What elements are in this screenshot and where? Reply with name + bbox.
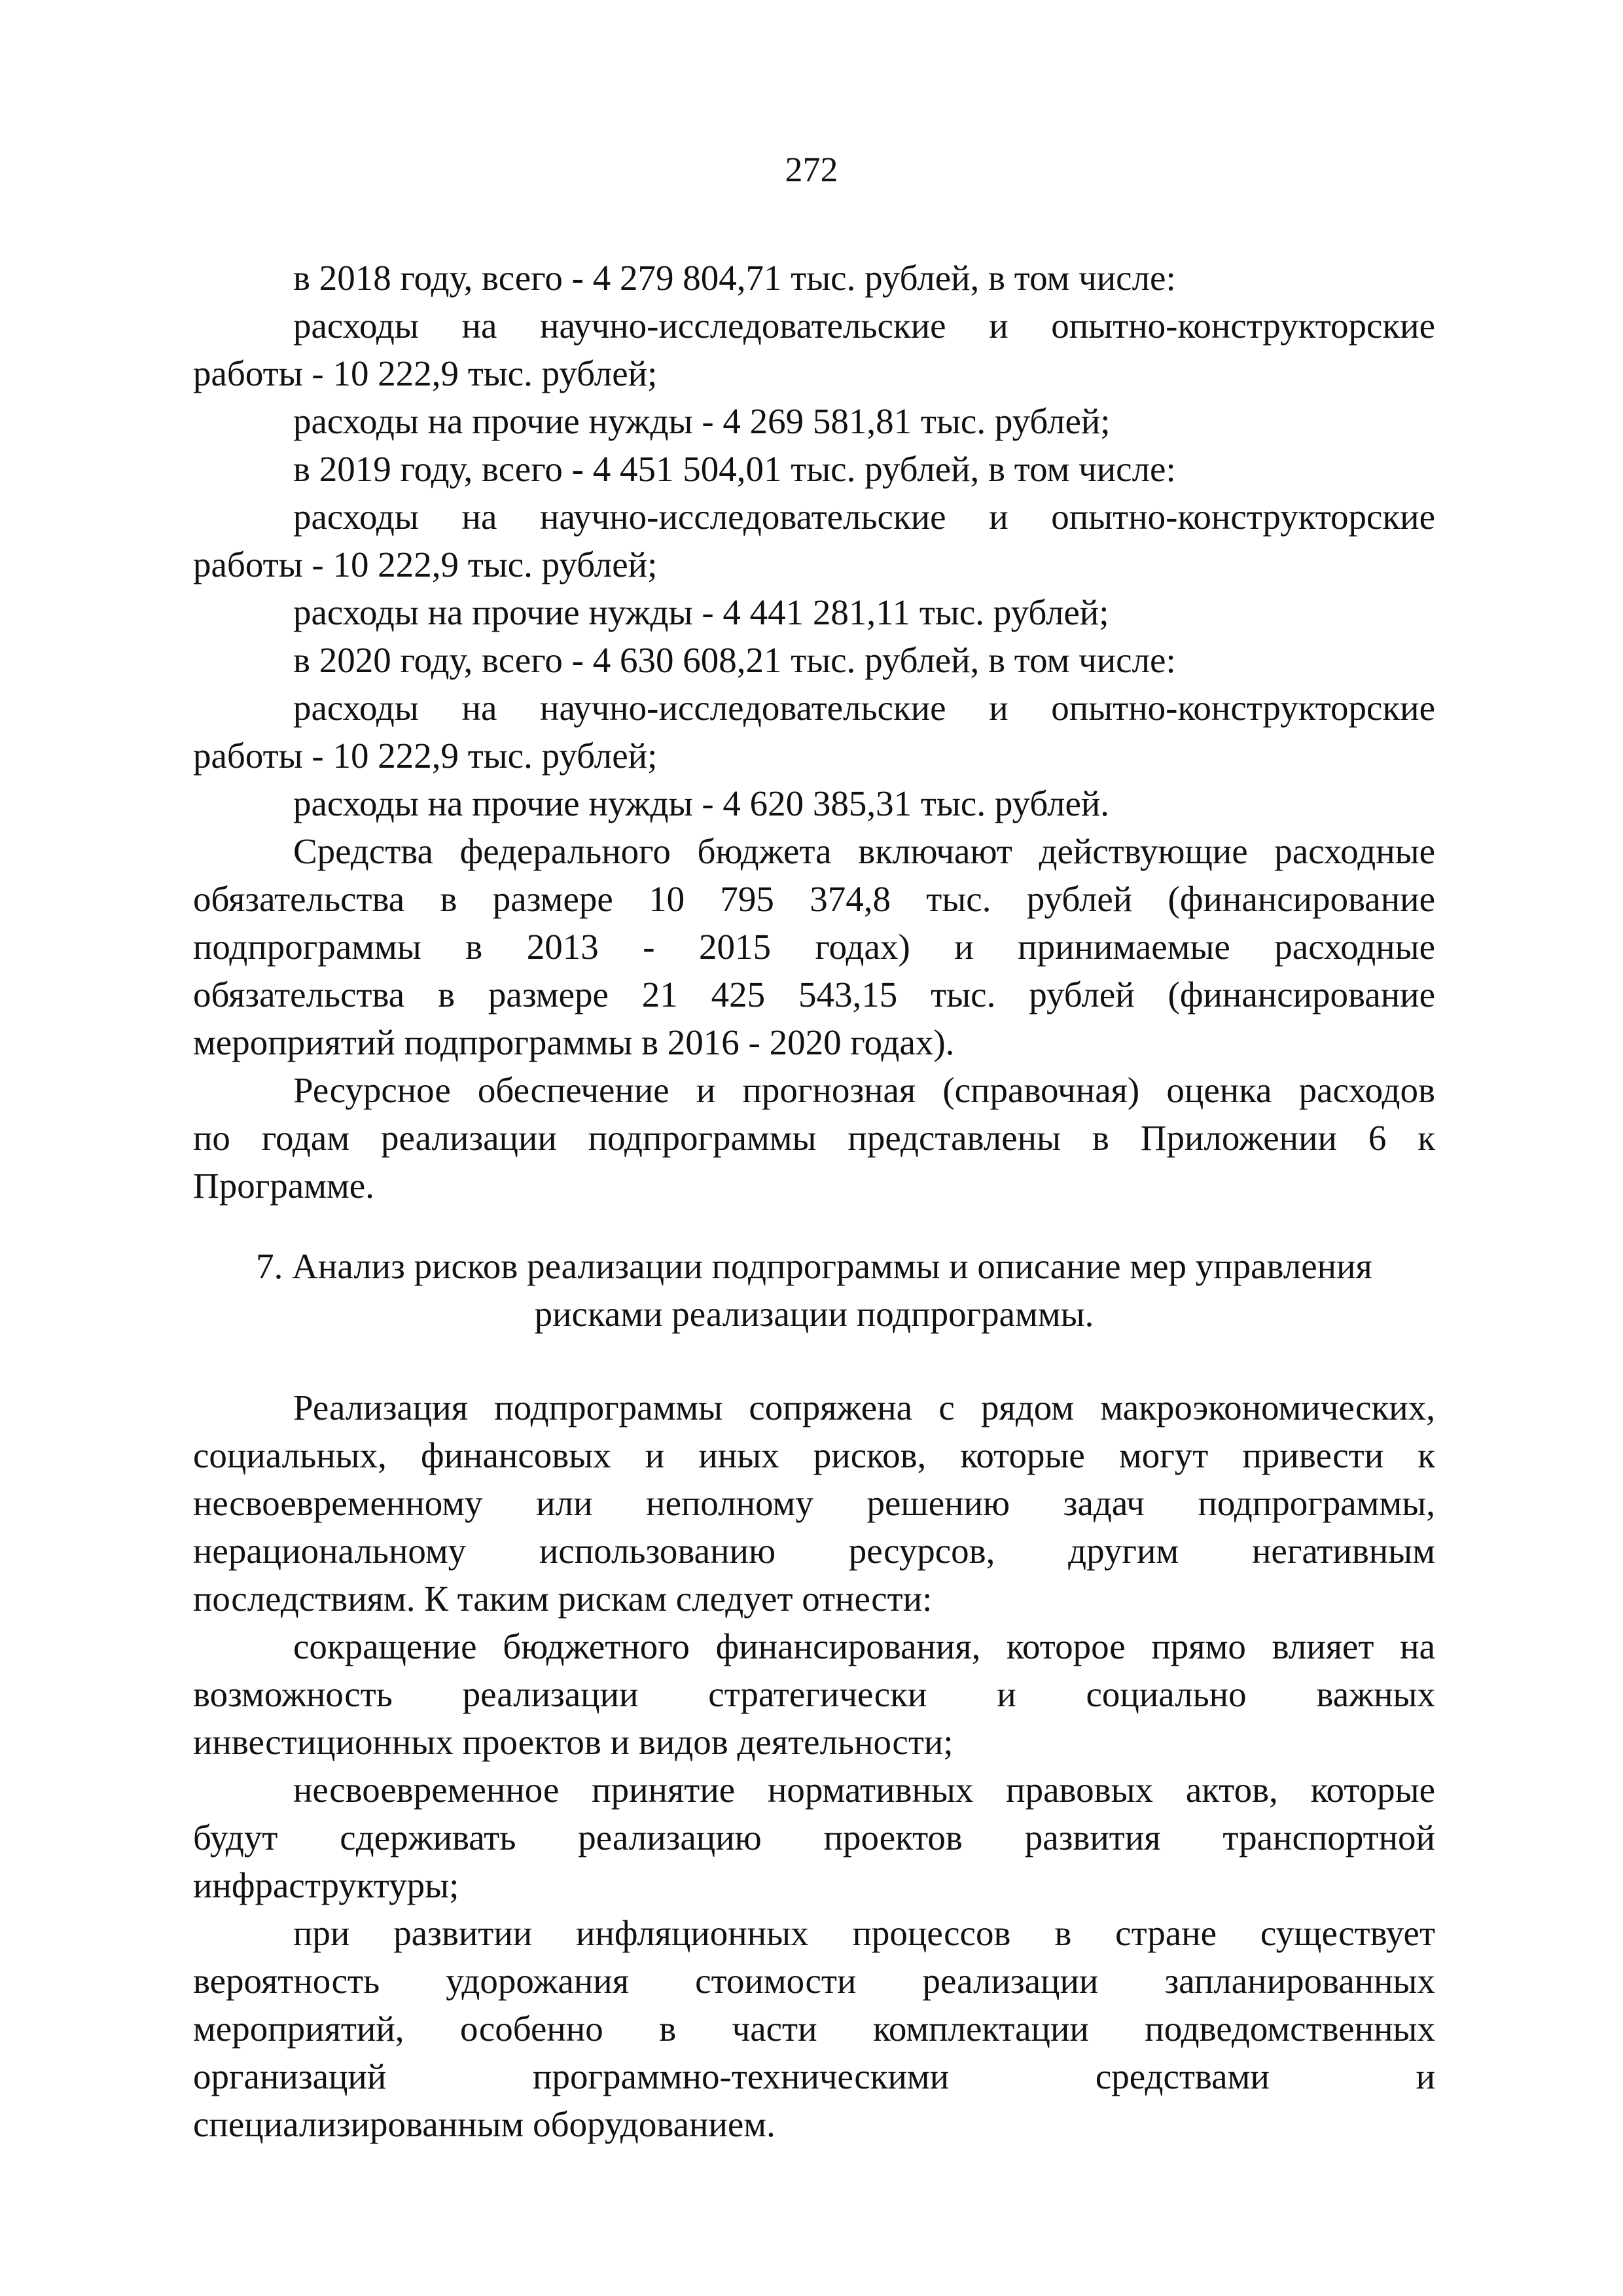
text-line: расходы на прочие нужды - 4 441 281,11 тыс. рублей; [293, 592, 1109, 632]
text-line: расходы на прочие нужды - 4 269 581,81 тыс. рублей; [293, 401, 1111, 441]
section-heading-line-2: рисками реализации подпрограммы. [534, 1294, 1094, 1334]
text-line: возможность реализации стратегически и социально важных [193, 1674, 1435, 1714]
text-line: мероприятий, особенно в части комплектации подведомственных [193, 2009, 1435, 2049]
text-line: расходы на научно-исследовательские и опытно-конструкторские [293, 306, 1435, 346]
text-line: нерациональному использованию ресурсов, другим негативным [193, 1531, 1435, 1571]
text-line: расходы на научно-исследовательские и опытно-конструкторские [293, 497, 1435, 537]
text-line: вероятность удорожания стоимости реализации запланированных [193, 1961, 1435, 2001]
text-line: инфраструктуры; [193, 1865, 459, 1905]
text-line: обязательства в размере 21 425 543,15 тыс. рублей (финансирование [193, 975, 1435, 1014]
spacer [193, 1338, 1435, 1384]
text-line: несвоевременное принятие нормативных правовых актов, которые [293, 1770, 1435, 1810]
text-line: Средства федерального бюджета включают действующие расходные [293, 831, 1435, 871]
text-line: работы - 10 222,9 тыс. рублей; [193, 736, 658, 776]
text-line: сокращение бюджетного финансирования, которое прямо влияет на [293, 1626, 1435, 1666]
text-line: последствиям. К таким рискам следует отнести: [193, 1579, 933, 1619]
text-line: в 2019 году, всего - 4 451 504,01 тыс. рублей, в том числе: [293, 449, 1176, 489]
text-line: работы - 10 222,9 тыс. рублей; [193, 545, 658, 584]
spacer [193, 1210, 1435, 1242]
page-number: 272 [785, 150, 838, 189]
funding-section [193, 254, 1435, 1210]
text-line: при развитии инфляционных процессов в стране существует [293, 1913, 1435, 1953]
text-line: Ресурсное обеспечение и прогнозная (справочная) оценка расходов [293, 1070, 1435, 1110]
text-line: по годам реализации подпрограммы представлены в Приложении 6 к [193, 1118, 1435, 1158]
text-line: расходы на прочие нужды - 4 620 385,31 тыс. рублей. [293, 783, 1110, 823]
section-heading [193, 1242, 1435, 1338]
section-heading-line-1: 7. Анализ рисков реализации подпрограммы и описание мер управления [256, 1246, 1372, 1286]
text-line: инвестиционных проектов и видов деятельности; [193, 1722, 954, 1762]
text-line: Реализация подпрограммы сопряжена с рядом макроэкономических, [293, 1388, 1435, 1427]
text-line: специализированным оборудованием. [193, 2104, 776, 2144]
risks-section [193, 1384, 1435, 2148]
text-line: организаций программно-техническими средствами и [193, 2056, 1435, 2096]
text-line: в 2020 году, всего - 4 630 608,21 тыс. рублей, в том числе: [293, 640, 1176, 680]
document-body [193, 254, 1435, 2148]
text-line: несвоевременному или неполному решению задач подпрограммы, [193, 1483, 1435, 1523]
text-line: работы - 10 222,9 тыс. рублей; [193, 353, 658, 393]
text-line: Программе. [193, 1166, 374, 1206]
text-line: подпрограммы в 2013 - 2015 годах) и принимаемые расходные [193, 927, 1435, 967]
text-line: мероприятий подпрограммы в 2016 - 2020 годах). [193, 1022, 955, 1062]
text-line: расходы на научно-исследовательские и опытно-конструкторские [293, 688, 1435, 728]
text-line: будут сдерживать реализацию проектов развития транспортной [193, 1818, 1435, 1857]
text-line: в 2018 году, всего - 4 279 804,71 тыс. рублей, в том числе: [293, 258, 1176, 298]
text-line: обязательства в размере 10 795 374,8 тыс. рублей (финансирование [193, 879, 1435, 919]
text-line: социальных, финансовых и иных рисков, которые могут привести к [193, 1435, 1435, 1475]
